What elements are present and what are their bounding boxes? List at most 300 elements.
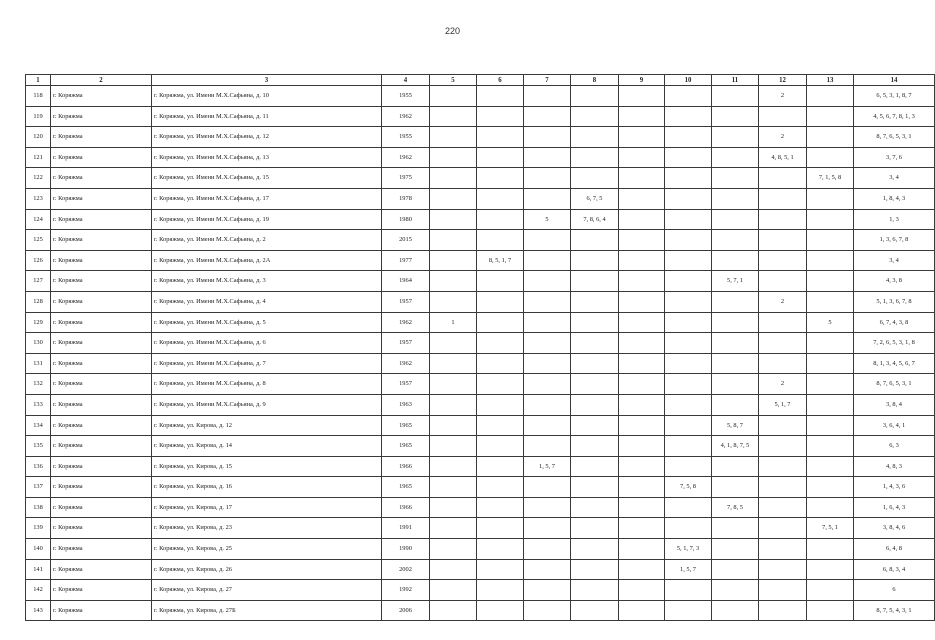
table-cell <box>477 518 524 539</box>
table-cell <box>524 291 571 312</box>
table-cell <box>619 250 665 271</box>
table-cell <box>807 497 854 518</box>
table-cell: 5, 1, 3, 6, 7, 8 <box>854 291 935 312</box>
table-row <box>26 600 935 621</box>
table-cell: 1964 <box>382 271 430 292</box>
table-cell <box>430 436 477 457</box>
table-cell: 1, 8, 4, 3 <box>854 188 935 209</box>
table-cell: г. Коряжма <box>51 271 152 292</box>
table-cell <box>430 374 477 395</box>
table-cell <box>712 456 759 477</box>
table-cell <box>712 188 759 209</box>
table-cell <box>430 456 477 477</box>
table-row <box>26 353 935 374</box>
table-cell: 125 <box>26 230 51 251</box>
table-cell <box>665 518 712 539</box>
table-cell: 1957 <box>382 291 430 312</box>
table-cell <box>759 600 807 621</box>
table-cell <box>807 271 854 292</box>
table-cell <box>524 394 571 415</box>
table-cell <box>712 168 759 189</box>
table-cell: г. Коряжма <box>51 456 152 477</box>
table-cell: г. Коряжма <box>51 168 152 189</box>
table-cell <box>619 188 665 209</box>
table-cell <box>619 559 665 580</box>
table-cell: 1955 <box>382 86 430 107</box>
table-cell: 8, 5, 1, 7 <box>477 250 524 271</box>
table-cell <box>712 539 759 560</box>
column-header: 2 <box>51 75 152 86</box>
table-cell <box>665 415 712 436</box>
table-cell: 1962 <box>382 353 430 374</box>
table-cell <box>430 209 477 230</box>
table-cell <box>524 415 571 436</box>
column-header: 5 <box>430 75 477 86</box>
table-cell <box>712 147 759 168</box>
table-cell <box>571 374 619 395</box>
table-row <box>26 106 935 127</box>
table-cell <box>619 580 665 601</box>
table-cell <box>524 147 571 168</box>
table-cell: 7, 5, 1 <box>807 518 854 539</box>
table-cell: 3, 7, 6 <box>854 147 935 168</box>
table-cell <box>665 580 712 601</box>
table-cell <box>665 147 712 168</box>
table-cell: 1965 <box>382 436 430 457</box>
table-cell <box>665 168 712 189</box>
table-row <box>26 477 935 498</box>
table-cell <box>524 333 571 354</box>
table-cell <box>619 374 665 395</box>
table-cell: 1, 4, 3, 6 <box>854 477 935 498</box>
table-cell: 139 <box>26 518 51 539</box>
table-cell <box>807 353 854 374</box>
column-header: 14 <box>854 75 935 86</box>
table-cell: г. Коряжма, ул. Имени М.Х.Сафьяна, д. 4 <box>152 291 382 312</box>
table-cell: 1991 <box>382 518 430 539</box>
table-cell <box>571 230 619 251</box>
table-cell <box>712 600 759 621</box>
table-cell: 1975 <box>382 168 430 189</box>
table-cell <box>430 333 477 354</box>
table-cell: 6 <box>854 580 935 601</box>
table-cell: г. Коряжма, ул. Имени М.Х.Сафьяна, д. 2 <box>152 230 382 251</box>
header-row <box>26 75 935 86</box>
column-header: 4 <box>382 75 430 86</box>
table-cell: г. Коряжма <box>51 539 152 560</box>
table-cell: 5, 7, 1 <box>712 271 759 292</box>
table-cell <box>665 250 712 271</box>
table-cell: 4, 8, 3 <box>854 456 935 477</box>
table-cell: г. Коряжма <box>51 600 152 621</box>
table-cell <box>430 415 477 436</box>
table-cell <box>759 497 807 518</box>
table-cell: 1962 <box>382 106 430 127</box>
table-cell <box>665 209 712 230</box>
table-cell <box>430 518 477 539</box>
table-cell <box>759 168 807 189</box>
table-cell <box>759 436 807 457</box>
table-cell <box>807 436 854 457</box>
table-cell: г. Коряжма, ул. Имени М.Х.Сафьяна, д. 11 <box>152 106 382 127</box>
table-cell: 2015 <box>382 230 430 251</box>
table-cell <box>571 580 619 601</box>
table-cell: 3, 4 <box>854 168 935 189</box>
table-cell <box>477 147 524 168</box>
table-cell <box>712 106 759 127</box>
table-cell: г. Коряжма <box>51 394 152 415</box>
table-cell: 3, 8, 4 <box>854 394 935 415</box>
table-cell <box>571 127 619 148</box>
table-cell: г. Коряжма, ул. Кирова, д. 27 <box>152 580 382 601</box>
table-row <box>26 559 935 580</box>
table-cell <box>477 436 524 457</box>
table-cell: 6, 7, 5 <box>571 188 619 209</box>
table-cell <box>430 497 477 518</box>
table-cell <box>619 456 665 477</box>
table-cell: г. Коряжма, ул. Имени М.Х.Сафьяна, д. 7 <box>152 353 382 374</box>
table-cell: г. Коряжма, ул. Имени М.Х.Сафьяна, д. 13 <box>152 147 382 168</box>
table-cell: 7, 8, 5 <box>712 497 759 518</box>
column-header: 11 <box>712 75 759 86</box>
table-cell: 1965 <box>382 477 430 498</box>
table-cell <box>477 353 524 374</box>
table-cell <box>619 291 665 312</box>
table-cell <box>524 600 571 621</box>
table-cell: 2 <box>759 86 807 107</box>
table-cell: г. Коряжма <box>51 86 152 107</box>
table-cell: 2 <box>759 374 807 395</box>
table-cell: г. Коряжма <box>51 580 152 601</box>
table-cell: 118 <box>26 86 51 107</box>
table-cell <box>571 106 619 127</box>
table-cell <box>477 415 524 436</box>
table-cell: 1955 <box>382 127 430 148</box>
table-cell <box>571 394 619 415</box>
table-cell: 140 <box>26 539 51 560</box>
table-cell: 7, 5, 8 <box>665 477 712 498</box>
table-cell <box>430 271 477 292</box>
table-cell <box>430 230 477 251</box>
table-cell <box>524 312 571 333</box>
table-cell: г. Коряжма, ул. Имени М.Х.Сафьяна, д. 3 <box>152 271 382 292</box>
table-cell: г. Коряжма <box>51 209 152 230</box>
table-cell: 1957 <box>382 333 430 354</box>
table-row <box>26 250 935 271</box>
table-cell: г. Коряжма <box>51 147 152 168</box>
column-header: 10 <box>665 75 712 86</box>
table-cell <box>807 580 854 601</box>
table-cell <box>665 497 712 518</box>
table-cell: 5 <box>807 312 854 333</box>
table-cell <box>807 147 854 168</box>
table-cell <box>619 415 665 436</box>
table-cell: 1963 <box>382 394 430 415</box>
table-row <box>26 394 935 415</box>
table-cell: 141 <box>26 559 51 580</box>
table-cell: г. Коряжма <box>51 497 152 518</box>
table-cell <box>712 291 759 312</box>
table-cell <box>759 106 807 127</box>
table-cell: 4, 8, 5, 1 <box>759 147 807 168</box>
table-cell: 138 <box>26 497 51 518</box>
table-cell <box>619 147 665 168</box>
table-cell <box>665 86 712 107</box>
table-cell: 4, 1, 8, 7, 5 <box>712 436 759 457</box>
table-cell <box>807 230 854 251</box>
table-cell: г. Коряжма, ул. Имени М.Х.Сафьяна, д. 9 <box>152 394 382 415</box>
table-cell: 1, 3 <box>854 209 935 230</box>
table-cell <box>571 497 619 518</box>
table-cell: г. Коряжма, ул. Имени М.Х.Сафьяна, д. 17 <box>152 188 382 209</box>
table-cell <box>571 436 619 457</box>
table-cell: 1, 6, 4, 3 <box>854 497 935 518</box>
table-cell <box>430 188 477 209</box>
table-cell: 3, 4 <box>854 250 935 271</box>
table-cell: г. Коряжма <box>51 250 152 271</box>
table-cell: 130 <box>26 333 51 354</box>
table-cell <box>430 559 477 580</box>
table-cell: 1, 3, 6, 7, 8 <box>854 230 935 251</box>
table-row <box>26 539 935 560</box>
table-cell: 119 <box>26 106 51 127</box>
table-cell <box>665 271 712 292</box>
table-cell <box>430 580 477 601</box>
table-cell: г. Коряжма, ул. Кирова, д. 16 <box>152 477 382 498</box>
table-cell: 3, 8, 4, 6 <box>854 518 935 539</box>
table-cell <box>477 477 524 498</box>
table-cell: г. Коряжма, ул. Кирова, д. 27Б <box>152 600 382 621</box>
table-cell <box>524 86 571 107</box>
table-cell <box>619 539 665 560</box>
table-cell: г. Коряжма, ул. Кирова, д. 23 <box>152 518 382 539</box>
table-cell: г. Коряжма, ул. Имени М.Х.Сафьяна, д. 15 <box>152 168 382 189</box>
table-cell <box>807 250 854 271</box>
table-cell: 1962 <box>382 312 430 333</box>
table-cell: 8, 7, 6, 5, 3, 1 <box>854 374 935 395</box>
table-cell <box>430 86 477 107</box>
table-cell: 7, 2, 6, 5, 3, 1, 8 <box>854 333 935 354</box>
column-header: 9 <box>619 75 665 86</box>
table-cell <box>524 168 571 189</box>
table-cell <box>619 209 665 230</box>
table-cell <box>759 477 807 498</box>
table-cell <box>430 394 477 415</box>
table-cell: г. Коряжма, ул. Кирова, д. 25 <box>152 539 382 560</box>
table-cell: 1957 <box>382 374 430 395</box>
table-cell: г. Коряжма <box>51 374 152 395</box>
table-cell <box>759 456 807 477</box>
table-cell <box>571 168 619 189</box>
table-cell <box>759 353 807 374</box>
table-cell: 4, 3, 8 <box>854 271 935 292</box>
table-cell <box>477 271 524 292</box>
table-cell: 1980 <box>382 209 430 230</box>
table-cell <box>477 600 524 621</box>
table-cell: 1966 <box>382 456 430 477</box>
table-cell: 134 <box>26 415 51 436</box>
table-cell <box>571 415 619 436</box>
table-cell <box>665 291 712 312</box>
table-cell <box>619 333 665 354</box>
table-cell <box>524 436 571 457</box>
table-cell <box>477 127 524 148</box>
table-cell <box>665 374 712 395</box>
table-cell <box>524 559 571 580</box>
table-cell <box>571 559 619 580</box>
table-cell: г. Коряжма <box>51 312 152 333</box>
table-cell <box>524 271 571 292</box>
table-cell: 4, 5, 6, 7, 8, 1, 3 <box>854 106 935 127</box>
table-cell: 6, 5, 3, 1, 8, 7 <box>854 86 935 107</box>
table-cell <box>712 209 759 230</box>
table-cell: г. Коряжма, ул. Кирова, д. 17 <box>152 497 382 518</box>
table-row <box>26 312 935 333</box>
table-row <box>26 580 935 601</box>
table-cell <box>524 580 571 601</box>
table-cell: 135 <box>26 436 51 457</box>
column-header: 6 <box>477 75 524 86</box>
table-cell <box>477 188 524 209</box>
table-cell <box>430 291 477 312</box>
table-cell <box>477 106 524 127</box>
table-cell: 126 <box>26 250 51 271</box>
table-cell: 1, 5, 7 <box>665 559 712 580</box>
table-cell <box>524 353 571 374</box>
column-header: 1 <box>26 75 51 86</box>
table-cell <box>712 580 759 601</box>
table-cell <box>759 539 807 560</box>
table-cell <box>619 106 665 127</box>
table-cell <box>477 209 524 230</box>
table-row <box>26 333 935 354</box>
column-header: 13 <box>807 75 854 86</box>
table-cell <box>477 291 524 312</box>
table-cell <box>619 600 665 621</box>
table-cell: 127 <box>26 271 51 292</box>
table-cell <box>807 127 854 148</box>
column-header: 8 <box>571 75 619 86</box>
table-cell <box>571 271 619 292</box>
table-cell: 129 <box>26 312 51 333</box>
table-cell <box>712 394 759 415</box>
table-cell <box>712 333 759 354</box>
table-cell <box>571 250 619 271</box>
table-cell <box>665 230 712 251</box>
table-cell <box>571 477 619 498</box>
table-row <box>26 436 935 457</box>
table-cell <box>571 291 619 312</box>
table-cell <box>619 394 665 415</box>
table-cell <box>571 600 619 621</box>
table-cell <box>807 559 854 580</box>
table-cell <box>524 477 571 498</box>
table-cell: 142 <box>26 580 51 601</box>
table-cell <box>619 230 665 251</box>
table-cell <box>712 559 759 580</box>
table-cell: 1992 <box>382 580 430 601</box>
column-header: 12 <box>759 75 807 86</box>
table-cell: 3, 6, 4, 1 <box>854 415 935 436</box>
table-cell: 132 <box>26 374 51 395</box>
table-cell: 7, 8, 6, 4 <box>571 209 619 230</box>
table-cell: 5, 1, 7 <box>759 394 807 415</box>
table-cell <box>665 394 712 415</box>
table-cell: 1, 5, 7 <box>524 456 571 477</box>
table-cell: г. Коряжма, ул. Имени М.Х.Сафьяна, д. 6 <box>152 333 382 354</box>
table-cell <box>524 518 571 539</box>
table-cell <box>571 147 619 168</box>
table-cell: г. Коряжма <box>51 415 152 436</box>
table-row <box>26 168 935 189</box>
table-cell <box>477 230 524 251</box>
table-cell <box>619 271 665 292</box>
table-row <box>26 230 935 251</box>
table-cell <box>759 250 807 271</box>
column-header: 7 <box>524 75 571 86</box>
table-cell <box>712 312 759 333</box>
table-cell <box>430 539 477 560</box>
table-cell: 131 <box>26 353 51 374</box>
column-header: 3 <box>152 75 382 86</box>
table-cell: г. Коряжма <box>51 188 152 209</box>
table-cell <box>712 127 759 148</box>
table-cell <box>712 477 759 498</box>
page-number: 220 <box>444 26 461 36</box>
table-cell <box>807 86 854 107</box>
table-cell: 6, 8, 3, 4 <box>854 559 935 580</box>
table-cell: 2006 <box>382 600 430 621</box>
table-cell <box>759 415 807 436</box>
table-cell <box>807 415 854 436</box>
table-row <box>26 415 935 436</box>
table-cell <box>477 497 524 518</box>
table-cell: г. Коряжма <box>51 353 152 374</box>
table-cell <box>524 250 571 271</box>
table-cell <box>619 312 665 333</box>
table-row <box>26 188 935 209</box>
table-cell <box>619 497 665 518</box>
table-cell <box>619 518 665 539</box>
table-cell <box>524 106 571 127</box>
table-cell <box>430 127 477 148</box>
table-cell: 128 <box>26 291 51 312</box>
table-cell: г. Коряжма, ул. Имени М.Х.Сафьяна, д. 19 <box>152 209 382 230</box>
table-cell: г. Коряжма, ул. Имени М.Х.Сафьяна, д. 5 <box>152 312 382 333</box>
table-cell <box>665 353 712 374</box>
table-cell: г. Коряжма <box>51 127 152 148</box>
table-cell <box>759 333 807 354</box>
table-cell <box>807 106 854 127</box>
table-cell: г. Коряжма, ул. Имени М.Х.Сафьяна, д. 2А <box>152 250 382 271</box>
table-cell: г. Коряжма, ул. Кирова, д. 15 <box>152 456 382 477</box>
table-cell <box>430 106 477 127</box>
table-cell <box>807 333 854 354</box>
table-cell <box>477 456 524 477</box>
table-cell <box>807 394 854 415</box>
table-cell: г. Коряжма <box>51 230 152 251</box>
table-cell <box>807 291 854 312</box>
table-cell <box>477 333 524 354</box>
table-cell: 121 <box>26 147 51 168</box>
table-cell <box>524 374 571 395</box>
table-cell: г. Коряжма <box>51 559 152 580</box>
table-cell <box>571 333 619 354</box>
table-cell: 6, 7, 4, 3, 8 <box>854 312 935 333</box>
table-body <box>26 86 935 621</box>
table-row <box>26 86 935 107</box>
table-cell: г. Коряжма, ул. Имени М.Х.Сафьяна, д. 8 <box>152 374 382 395</box>
